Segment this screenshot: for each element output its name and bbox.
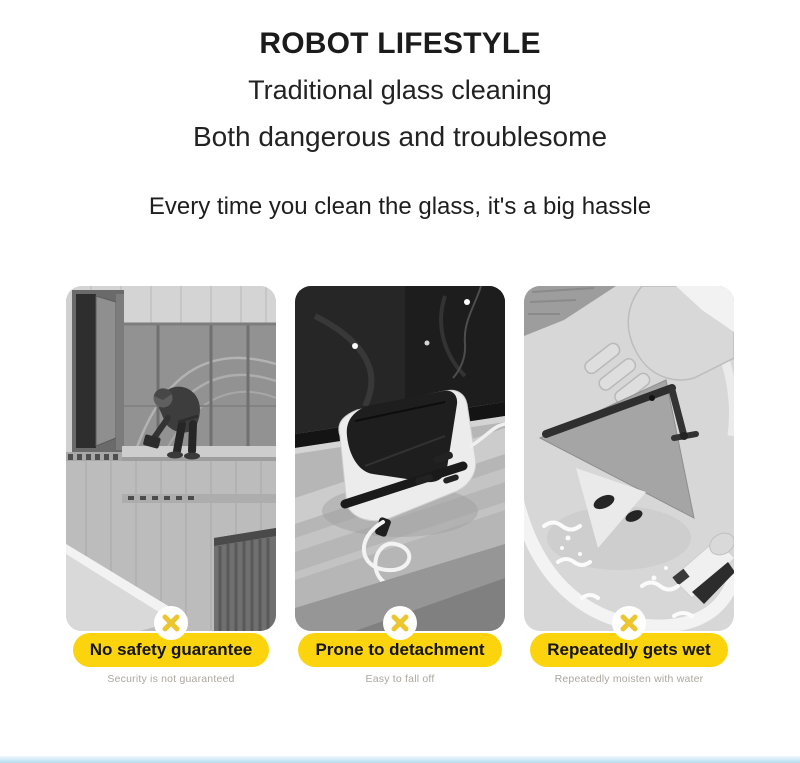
next-section-edge <box>0 755 800 763</box>
warning-caption: Easy to fall off <box>365 673 435 685</box>
panel-prone-to-detachment <box>295 286 505 686</box>
panel-no-safety <box>66 286 276 686</box>
warning-caption: Security is not guaranteed <box>107 673 235 685</box>
headline-line2: Both dangerous and troublesome <box>192 121 608 152</box>
warning-label: Repeatedly gets wet <box>530 633 727 667</box>
x-mark-icon <box>154 606 188 640</box>
warning-label: Prone to detachment <box>298 633 501 667</box>
warning-caption: Repeatedly moisten with water <box>554 673 704 685</box>
x-mark-icon <box>383 606 417 640</box>
panel-row <box>0 286 800 686</box>
warning-label: No safety guarantee <box>73 633 270 667</box>
photo-window-robot-fallen-on-sill <box>295 286 505 631</box>
x-mark-icon <box>612 606 646 640</box>
photo-worker-cleaning-window-on-ledge <box>66 286 276 631</box>
brand-title: ROBOT LIFESTYLE <box>259 27 541 60</box>
photo-hand-wetting-cleaner-in-basin <box>524 286 734 631</box>
promo-page <box>0 26 800 763</box>
tagline: Every time you clean the glass, it's a big hassle <box>148 193 652 220</box>
panel-repeatedly-gets-wet <box>524 286 734 686</box>
headline-line1: Traditional glass cleaning <box>248 75 552 105</box>
